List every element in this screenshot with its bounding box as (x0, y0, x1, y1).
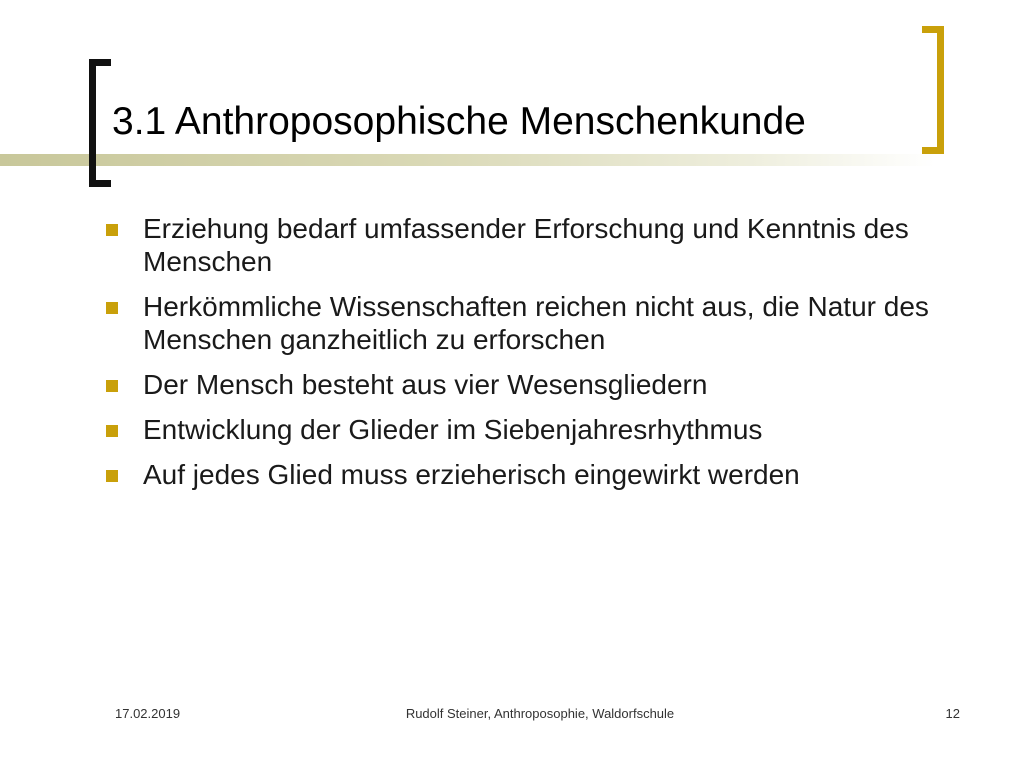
square-bullet-icon (106, 380, 118, 392)
bullet-text: Erziehung bedarf umfassender Erforschung und Kenntnis des Menschen (143, 213, 909, 277)
left-bracket-decoration (89, 59, 111, 187)
title-decoration-band (0, 154, 935, 166)
bullet-text: Der Mensch besteht aus vier Wesensgliedern (143, 369, 708, 400)
bullet-item (100, 290, 930, 356)
bullet-item (100, 212, 930, 278)
footer-date: 17.02.2019 (115, 706, 181, 721)
slide-title: 3.1 Anthroposophische Menschenkunde (112, 100, 806, 143)
bullet-list (100, 212, 930, 503)
bullet-item (100, 458, 930, 491)
square-bullet-icon (106, 224, 118, 236)
right-bracket-decoration (922, 26, 944, 154)
footer-title: Rudolf Steiner, Anthroposophie, Waldorfschule (405, 706, 675, 721)
square-bullet-icon (106, 302, 118, 314)
square-bullet-icon (106, 470, 118, 482)
square-bullet-icon (106, 425, 118, 437)
bullet-text: Auf jedes Glied muss erzieherisch eingewirkt werden (143, 459, 800, 490)
page-number: 12 (945, 706, 960, 721)
bullet-text: Entwicklung der Glieder im Siebenjahresrhythmus (143, 414, 763, 445)
bullet-item (100, 368, 930, 401)
bullet-item (100, 413, 930, 446)
bullet-text: Herkömmliche Wissenschaften reichen nicht aus, die Natur des Menschen ganzheitlich zu erforschen (143, 291, 929, 355)
